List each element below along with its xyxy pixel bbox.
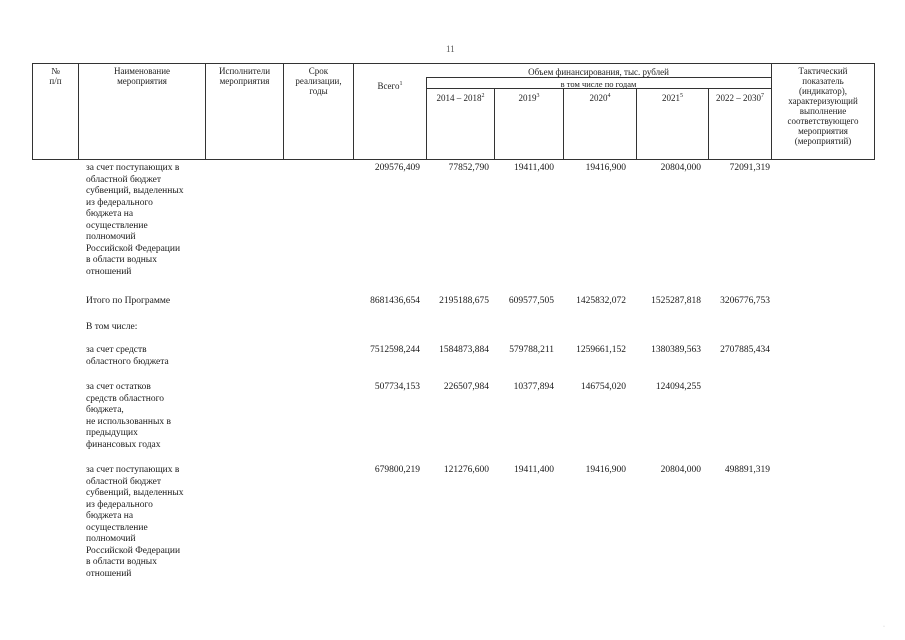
year-footnote: 3 [536, 93, 540, 99]
header-bottom-border [32, 159, 875, 160]
cell-2020: 1425832,072 [576, 296, 626, 306]
year-label: 2021 [662, 93, 680, 103]
header-total [354, 79, 426, 91]
cell-2022-2030: 2707885,434 [720, 345, 770, 355]
cell-total: 507734,153 [374, 382, 420, 392]
header-executors: Исполнители мероприятия [218, 66, 271, 86]
col-divider [353, 63, 354, 160]
header-year-2022-2030 [709, 91, 771, 103]
header-year-2021 [637, 91, 708, 103]
cell-2019: 10377,894 [513, 382, 554, 392]
cell-total: 8681436,654 [370, 296, 420, 306]
cell-2021: 1525287,818 [651, 296, 701, 306]
header-activity-name: Наименование мероприятия [113, 66, 171, 86]
cell-2021: 20804,000 [660, 465, 701, 475]
cell-2014-2018: 121276,600 [443, 465, 489, 475]
funding-subheader-line [426, 77, 771, 78]
cell-2022-2030: 498891,319 [724, 465, 770, 475]
col-divider [874, 63, 875, 160]
cell-2014-2018: 1584873,884 [439, 345, 489, 355]
row-label: за счет поступающих в областной бюджет субвенций, выделенных из федерального бюджета на осуществление полномочий Российской Федерации в области водных отношений [86, 163, 184, 277]
cell-2019: 609577,505 [508, 296, 554, 306]
cell-total: 209576,409 [374, 163, 420, 173]
year-footnote: 7 [761, 93, 764, 99]
cell-2020: 19416,900 [585, 163, 626, 173]
row-label: за счет поступающих в областной бюджет субвенций, выделенных из федерального бюджета на осуществление полномочий Российской Федерации в области водных отношений [86, 465, 184, 579]
page-number: 11 [446, 44, 455, 54]
cell-2020: 19416,900 [585, 465, 626, 475]
cell-2014-2018: 77852,790 [448, 163, 489, 173]
cell-2021: 1380389,563 [651, 345, 701, 355]
row-label: В том числе: [86, 322, 138, 332]
header-total-footnote: 1 [399, 81, 403, 87]
row-label: за счет средств областного бюджета [86, 345, 169, 367]
cell-2022-2030: 3206776,753 [720, 296, 770, 306]
cell-2022-2030: 72091,319 [729, 163, 770, 173]
cell-2019: 19411,400 [513, 163, 554, 173]
year-footnote: 2 [481, 93, 485, 99]
cell-2021: 20804,000 [660, 163, 701, 173]
cell-total: 679800,219 [374, 465, 420, 475]
scan-artifact: · [883, 624, 885, 630]
year-footnote: 5 [680, 93, 683, 99]
header-funding-title: Объем финансирования, тыс. рублей [528, 67, 669, 77]
year-label: 2022 – 2030 [716, 93, 761, 103]
header-year-2019 [495, 91, 563, 103]
cell-2019: 579788,211 [509, 345, 554, 355]
header-number: № п/п [49, 66, 62, 86]
row-label: Итого по Программе [86, 296, 171, 306]
header-year-2020 [564, 91, 636, 103]
header-top-border [32, 63, 875, 64]
cell-total: 7512598,244 [370, 345, 420, 355]
year-footnote: 4 [607, 93, 611, 99]
cell-2014-2018: 226507,984 [443, 382, 489, 392]
header-year-2014-2018 [427, 91, 494, 103]
cell-2021: 124094,255 [655, 382, 701, 392]
col-divider [426, 77, 427, 160]
year-label: 2019 [518, 93, 537, 103]
cell-2019: 19411,400 [513, 465, 554, 475]
header-indicator: Тактический показатель (индикатор), характеризующий выполнение соответствующего мероприятия (мероприятий) [787, 66, 859, 146]
year-label: 2014 – 2018 [436, 93, 482, 103]
cell-2014-2018: 2195188,675 [439, 296, 489, 306]
cell-2020: 146754,020 [580, 382, 626, 392]
cell-2020: 1259661,152 [576, 345, 626, 355]
row-label: за счет остатков средств областного бюджета, не использованных в предыдущих финансовых годах [86, 382, 171, 450]
header-by-years: в том числе по годам [560, 79, 637, 89]
header-total-label: Всего [377, 81, 400, 91]
year-label: 2020 [589, 93, 608, 103]
header-term: Срок реализации, годы [295, 66, 342, 96]
